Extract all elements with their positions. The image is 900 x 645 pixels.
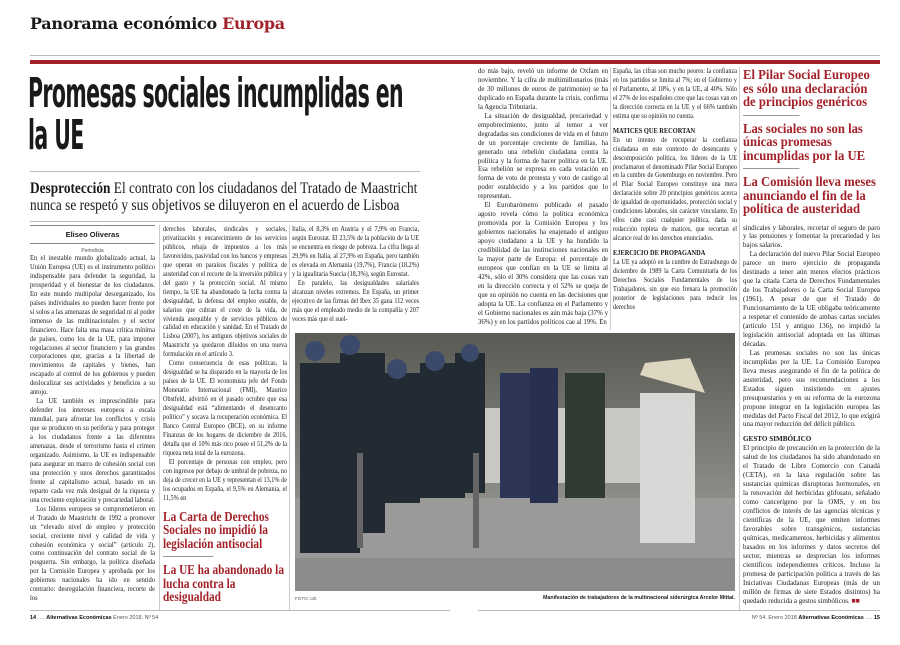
column-1: En el inestable mundo globalizado actual, la Unión Europea (UE) es el instrumento político indispensable para defender la seguridad, la prosperidad y el bienestar de los ciudadanos. En este mundo multipolar desorganizado, los países individuales no pueden hacer frente por sí solos a las amenazas de seguridad ni al poder inmenso de las multinacionales y el sector financiero. Hace falta una masa crítica mínima de países, como los de la UE, para imponer regulaciones al sector financiero y las grandes corporaciones que, gracias a la libertad de movimientos de capitales y bienes, han escapado al control de los gobiernos y pueden deslocalizar sus actividades y beneficios a su antojo. La UE también es imprescindible para defender los intereses europeos a escala mundial, para afrontar los conflictos y crisis que se producen en su periferia y para proteger a los ciudadanos frente a las diferentes amenazas, desde el terrorismo hasta el crimen organizado. Asimismo, la UE es indispensable para asegurar un marco de cohesión social con una protección y unos derechos garantizados frente al capitalismo actual, basado en un reparto cada vez más desigual de la riqueza y una creciente explotación y precariedad laboral. Los líderes europeos se comprometieron en el Tratado de Maastricht de 1992 a promover un “elevado nivel de empleo y protección social, creciente nivel y calidad de vida y cohesión económica y social” (artículo 2), como continuación del contrato social de la posguerra. Sin embargo, la política diseñada por la Comisión Europea y aprobada por los gobiernos nacionales ha ido en sentido contrario: desregulación financiera, recorte de los [30, 253, 155, 603]
author-name: Eliseo Oliveras [30, 225, 155, 244]
column-6: El Pilar Social Europeo es sólo una declaración de principios genéricos Las sociales no son las únicas promesas incumplidas por la UE La Comisión lleva meses anunciando el fin de la política de austeridad sindicales y laborales, recortar el seguro de paro y las pensiones y fomentar la precariedad y los bajos salarios. La declaración del nuevo Pilar Social Europeo parece un mero ejercicio de propaganda destinado a tener aún menos efectos prácticos que la citada Carta de Derechos Fundamentales de los Trabajadores o la Carta Social Europea (1961). A pesar de que el Tratado de Funcionamiento de la UE obligaba teóricamente a respetar el contenido de ambas cartas sociales (artículo 151 y antiguo 136), no impidió la legislación antisocial adoptada en las últimas décadas. Las promesas sociales no son las únicas incumplidas por la UE. La Comisión Europea lleva meses asegurando el fin de la política de austeridad, pero sus recomendaciones a los Estados siguen insistiendo en ajustes presupuestarios y en su reforma de la eurozona propone integrar en la legislación europea las medidas del Pacto Fiscal del 2012, lo que exigirá una mayor reducción del déficit público. GESTO SIMBÓLICO El principio de precaución en la protección de la salud de los ciudadanos ha sido abandonado en el Tratado de Libre Comercio con Canadá (CETA), en la laxa regulación sobre las sustancias químicas disruptoras hormonales, en la renovación del herbicidas glifosato, señalado como cancerígeno por la OMS, y en los conflictos de interés de las agencias técnicas y científicas de la UE, que emiten informes favorables sobre transgénicos, sustancias químicas, medicamentos, herbicidas y alimentos basados en los informes y datos secretos del sector, mientras se desprecian los informes científicos independientes críticos. Incluso la promesa de participación política a través de las Iniciativas Ciudadanas Europeas (más de un millón de firmas de siete Estados distintos) ha quedado reducida a gestos simbólicos. ■■ [743, 67, 880, 605]
deck-lead: Desprotección [30, 180, 111, 197]
column-rule [739, 67, 740, 610]
divider [163, 556, 213, 557]
page-number: 15 [873, 615, 880, 621]
pull-quote: Las sociales no son las únicas promesas incumplidas por la UE [743, 120, 866, 163]
photo-credit: FOTO: UE [295, 596, 317, 601]
author-role: Periodista [81, 248, 104, 254]
divider [30, 221, 420, 222]
footer-right: Nº 54. Enero 2018 Alternativas Económicas …. 15 [751, 615, 880, 621]
pull-quotes-left [163, 510, 287, 604]
byline [30, 225, 155, 254]
pull-quote: La Carta de Derechos Sociales no impidió la legislación antisocial [163, 508, 269, 551]
photo [295, 333, 735, 591]
pull-quote: La UE ha abandonado la lucha contra la desigualdad [163, 562, 285, 605]
photo-caption: Manifestación de trabajadores de la multinacional siderúrgica Arcelor Mittal. [542, 595, 735, 601]
headline: Promesas sociales incumplidas en la UE [28, 69, 404, 159]
column-rule [610, 67, 611, 330]
subheading: EJERCICIO DE PROPAGANDA [613, 248, 706, 258]
column-rule [289, 225, 290, 610]
accent-bar [30, 60, 880, 64]
column-3: Italia, el 8,3% en Austria y el 7,9% en Francia, según Eurostat. El 23,5% de la población de la UE se encuentra en riesgo de pobreza. La cifra llega al 29,9% en Italia, al 27,9% en España, pero también es elevada en Alemania (19,7%), Francia (18,2%) y la igualitaria Suecia (18,3%), según Eurostat. En paralelo, las desigualdades salariales alcanzan niveles extremos. En España, un primer ejecutivo de las firmas del Ibex 35 gana 112 veces más que el empleado medio de la compañía y 207 veces más que el suel- [292, 224, 419, 323]
subheading: GESTO SIMBÓLICO [743, 434, 812, 444]
divider [743, 115, 799, 116]
divider [30, 55, 880, 56]
divider [478, 610, 880, 611]
column-4: do más bajo, reveló un informe de Oxfam en noviembre. Y la cifra de multimillonarios (más de 30 millones de euros de patrimonio) se ha duplicado en España durante la crisis, confirma la Agencia Tributaria. La situación de desigualdad, precariedad y empobrecimiento, junto al temor a ver degradadas sus condiciones de vida en el futuro de un porcentaje creciente de familias, ha generado una rebelión ciudadana contra la política y la forma de hacer política en la UE. Esa rebelión se expresa en cada votación en forma de voto de protesta y voto de castigo al poder establecido y a los partidos que lo representan. El Eurobarómetro publicado el pasado agosto revela cómo la política económica promovida por la Comisión Europea y los gobiernos nacionales ha enajenado el antiguo apoyo ciudadano a la UE y ha hundido la credibilidad de las instituciones nacionales en la mayor parte de Europa: el porcentaje de europeos que confían en la UE se limita al 42%, sólo el 30% considera que las cosas van en la dirección correcta y el 52% se queja de que su opinión no cuenta en las decisiones que adopta la UE. La confianza en el Parlamento y el Gobierno nacionales es aún más baja (37% y 36%) y en los partidos políticos cae al 19%. En [478, 66, 608, 326]
divider [30, 610, 450, 611]
deck: Desprotección El contrato con los ciudadanos del Tratado de Maastricht nunca se respetó y sus objetivos se diluyeron en el acuerdo de Lisboa [30, 180, 418, 214]
section-sub: Europa [222, 14, 285, 33]
page-number: 14 [30, 615, 37, 621]
column-rule [159, 225, 160, 610]
column-2: derechos laborales, sindicales y sociales, privatización y encarecimiento de los servicios públicos, rebaja de impuestos a los más favorecidos, pasividad con los bancos y empresas que operan en paraísos fiscales y política de austeridad con el recorte de la inversión pública y del gasto y la protección social. Al mismo tiempo, la UE ha abandonado la lucha contra la desigualdad, la defensa del empleo estable, de salarios que cubran el coste de la vida, de vivienda asequible y de servicios públicos de calidad en educación y sanidad. En el Tratado de Lisboa (2007), los antiguos objetivos sociales de Maastricht ya quedaron diluidos en una nueva formulación en el artículo 3. Como consecuencia de esas políticas, la desigualdad se ha disparado en la mayoría de los países de la UE. El economista jefe del Fondo Monetario Internacional (FMI), Maurice Obstfeld, advirtió en el pasado octubre que esa desigualdad está “alimentando el desencanto político” y socava la recuperación económica. El Banco Central Europeo (BCE), en su informe Finanzas de los hogares de diciembre de 2016, detalla que el 10% más rico posee el 51,2% de la riqueza neta total de la eurozona. El porcentaje de personas con empleo, pero con ingresos por debajo de umbral de pobreza, no deja de crecer en la UE y representan el 13,1% de los ocupados en España, el 9,5% en Alemania, el 11,5% en La Carta de Derechos Sociales no impidió la legislación antisocial La UE ha abandonado la lucha contra la desigualdad [163, 224, 287, 605]
divider [30, 171, 420, 172]
pull-quote: El Pilar Social Europeo es sólo una declaración de principios genéricos [743, 67, 870, 109]
column-5: España, las cifras son mucho peores: la confianza en los partidos se limita al 7%; en el Gobierno y el Parlamento, al 18%, y en la UE, al 40%. Sólo el 27% de los españoles cree que las cosas van en la dirección correcta en la UE y el 66% también estima que su opinión no cuenta. MATICES QUE RECORTAN En un intento de recuperar la confianza ciudadana en este contexto de desencanto y descomposición política, los líderes de la UE proclamaron el denominado Pilar Social Europeo en la cumbre de Gotemburgo en noviembre. Pero el Pilar Social Europeo constituye una mera declaración sobre 20 principios genéricos acerca de igualdad de oportunidades, protección social y condiciones laborales, sin carácter vinculante. En ellos cabe casi cualquier política, dada su redacción repleta de matices, que recortan el alcance real de los derechos enunciados. EJERCICIO DE PROPAGANDA La UE ya adoptó en la cumbre de Estrasburgo de diciembre de 1989 la Carta Comunitaria de los Derechos Sociales Fundamentales de los Trabajadores, sin que eso frenara la promoción posterior de legislaciones para reducir los derechos [613, 66, 737, 311]
pull-quotes-right [743, 68, 880, 216]
section-header: Panorama económico Europa [30, 14, 285, 33]
footer-left: 14 …. Alternativas Económicas Enero 2018. Nº 54 [30, 615, 159, 621]
pull-quote: La Comisión lleva meses anunciando el fin de la política de austeridad [743, 174, 876, 216]
subheading: MATICES QUE RECORTAN [613, 125, 696, 135]
end-mark: ■■ [851, 595, 860, 605]
divider [743, 168, 799, 169]
